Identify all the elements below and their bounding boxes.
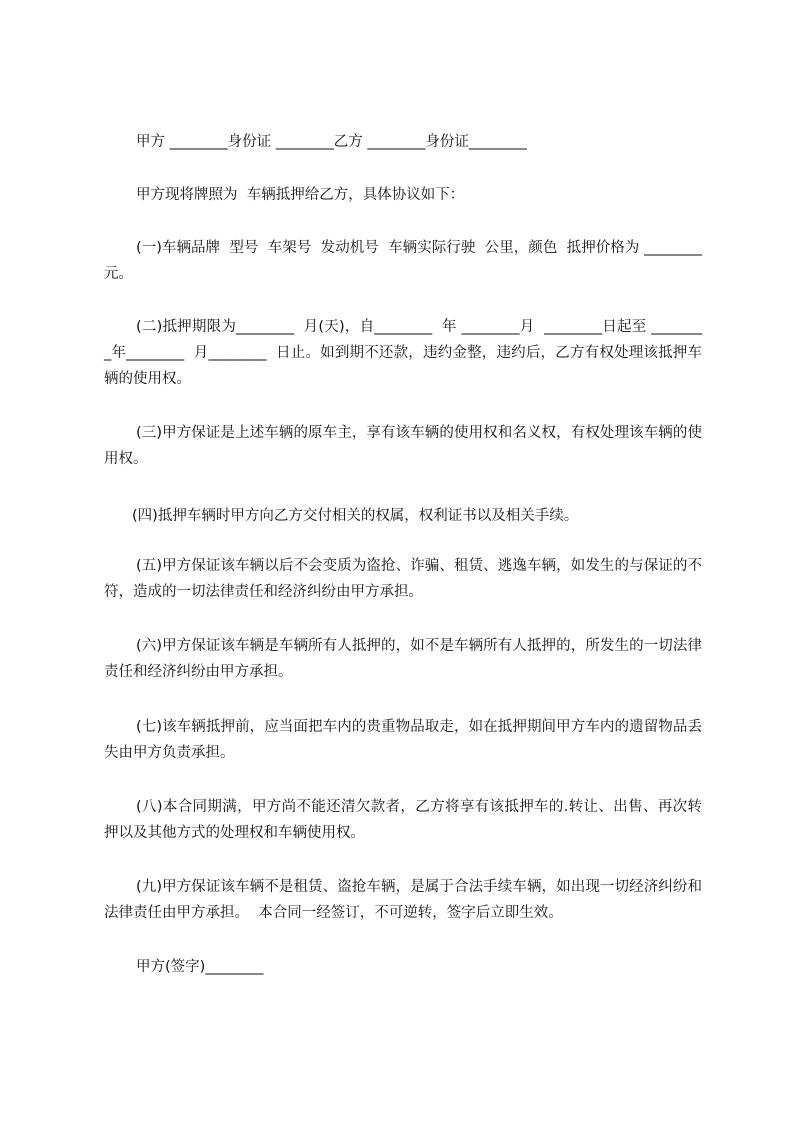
clause-5: (五)甲方保证该车辆以后不会变质为盗抢、诈骗、租赁、逃逸车辆，如发生的与保证的不符，造成的一切法律责任和经济纠纷由甲方承担。	[104, 558, 702, 600]
clause-2: (二)抵押期限为________ 月(天)，自________ 年 ________月 ________日起至 ________年________ 月________ 日止。如到期不还款，违约金整，违约后，乙方有权处理该抵押车辆的使用权。	[104, 319, 702, 387]
clause-4: (四)抵押车辆时甲方向乙方交付相关的权属，权利证书以及相关手续。	[132, 508, 579, 524]
clause-3: (三)甲方保证是上述车辆的原车主，享有该车辆的使用权和名义权，有权处理该车辆的使用权。	[104, 425, 702, 467]
clause-9: (九)甲方保证该车辆不是租赁、盗抢车辆，是属于合法手续车辆，如出现一切经济纠纷和法律责任由甲方承担。 本合同一经签订，不可逆转，签字后立即生效。	[104, 879, 702, 921]
signature-line: 甲方(签字)________	[136, 959, 264, 975]
clause-7: (七)该车辆抵押前，应当面把车内的贵重物品取走，如在抵押期间甲方车内的遗留物品丢失由甲方负责承担。	[104, 719, 702, 761]
intro-paragraph: 甲方现将牌照为 车辆抵押给乙方，具体协议如下：	[136, 187, 465, 203]
clause-8: (八)本合同期满，甲方尚不能还清欠款者，乙方将享有该抵押车的.转让、出售、再次转押以及其他方式的处理权和车辆使用权。	[104, 799, 702, 841]
parties-line: 甲方 ________身份证 ________乙方 ________身份证________	[136, 134, 527, 150]
clause-1: (一)车辆品牌 型号 车架号 发动机号 车辆实际行驶 公里，颜色 抵押价格为 ________元。	[104, 240, 702, 282]
clause-6: (六)甲方保证该车辆是车辆所有人抵押的，如不是车辆所有人抵押的，所发生的一切法律责任和经济纠纷由甲方承担。	[104, 638, 702, 680]
